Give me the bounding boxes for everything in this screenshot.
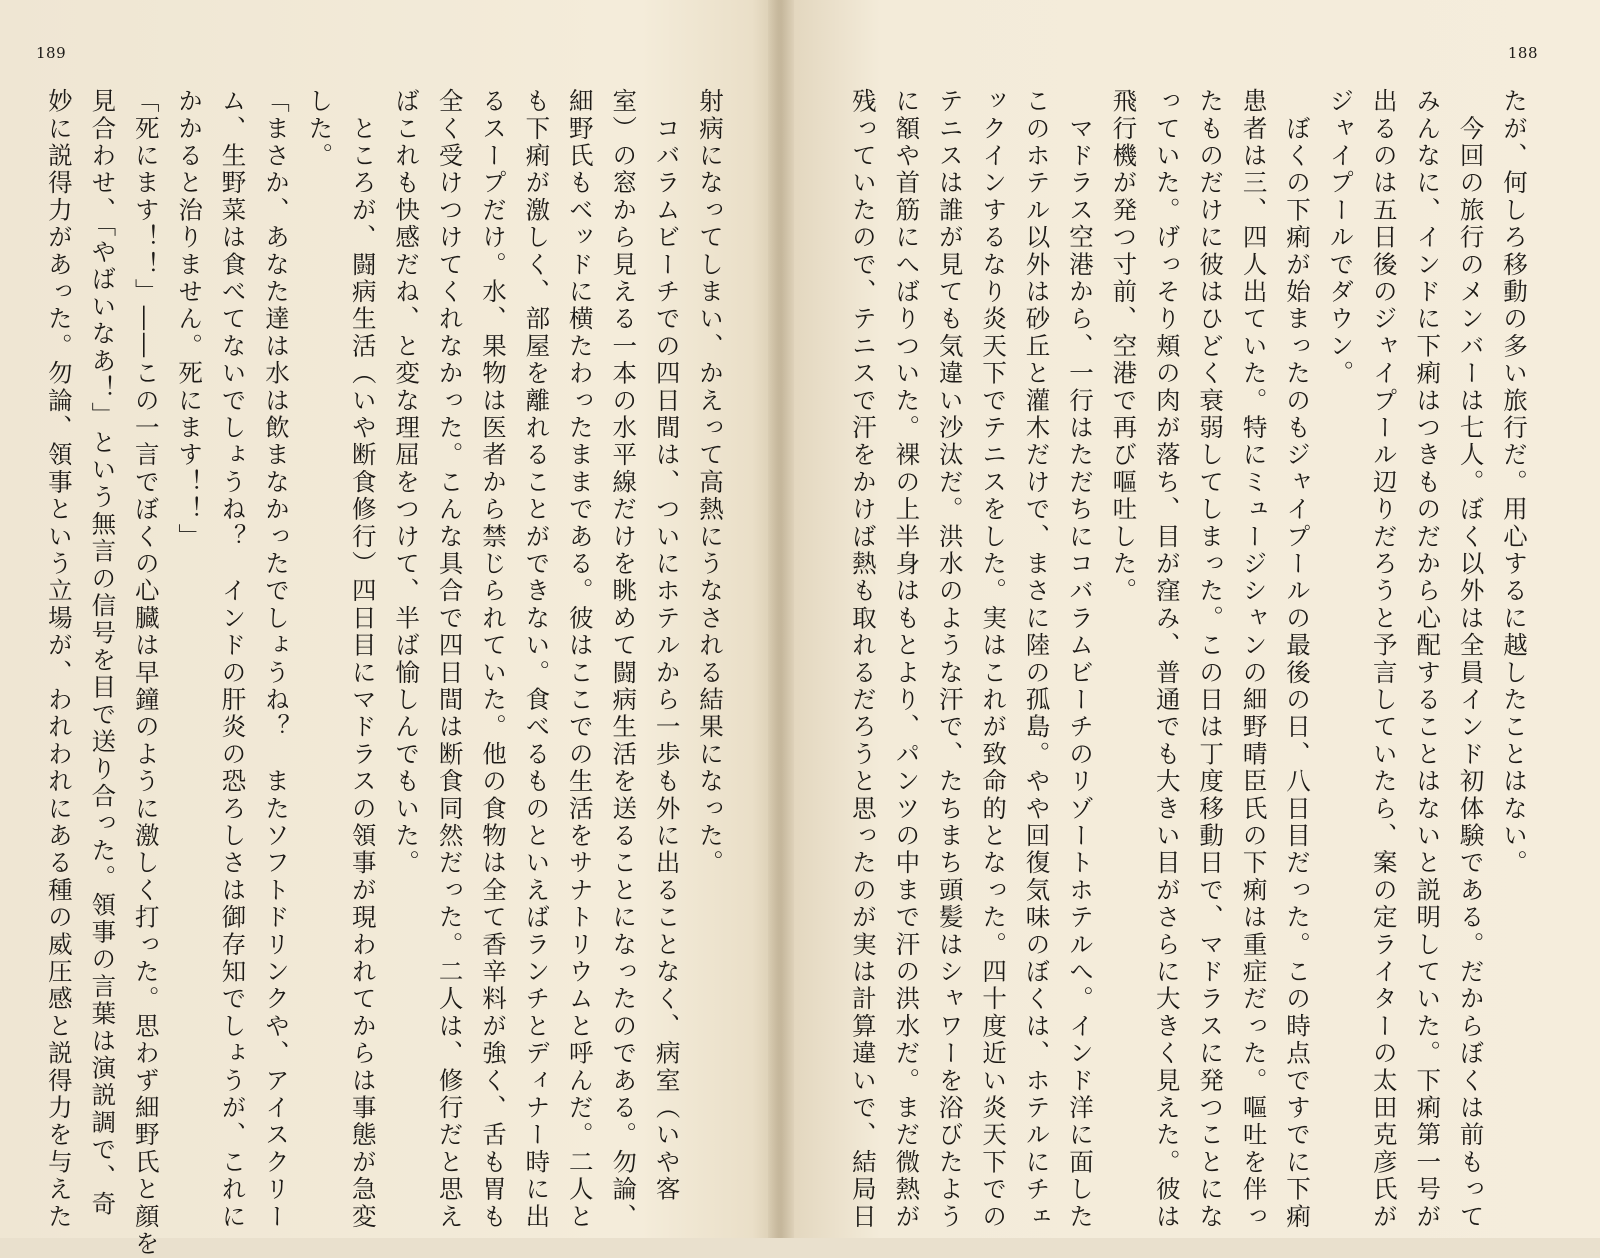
text-line: このホテル以外は砂丘と灌木だけで、まさに陸の孤島。やや回復気味のぼくは、ホテルにチェ <box>1022 88 1052 1231</box>
left-page-text <box>32 88 732 1258</box>
text-line: ぼくの下痢が始まったのもジャイプールの最後の日、八日目だった。この時点ですでに下痢 <box>1282 88 1312 1231</box>
text-line: かかると治りません。死にます！！」 <box>175 88 205 551</box>
text-line: 出るのは五日後のジャイプール辺りだろうと予言していたら、案の定ライターの太田克彦氏が <box>1369 88 1399 1231</box>
text-line: 妙に説得力があった。勿論、領事という立場が、われわれにある種の威圧感と説得力を与えた <box>44 88 74 1231</box>
text-line: コバラムビーチでの四日間は、ついにホテルから一歩も外に出ることなく、病室（いや客 <box>652 88 682 1204</box>
text-line: マドラス空港から、一行はただちにコバラムビーチのリゾートホテルへ。インド洋に面した <box>1065 88 1095 1231</box>
text-line: 射病になってしまい、かえって高熱にうなされる結果になった。 <box>696 88 725 877</box>
text-line: 「死にます！！」――この一言でぼくの心臓は早鐘のように激しく打った。思わず細野氏と顔を <box>131 88 161 1258</box>
text-line: 患者は三、四人出ていた。特にミュージシャンの細野晴臣氏の下痢は重症だった。嘔吐を伴っ <box>1239 88 1269 1231</box>
text-line: たが、何しろ移動の多い旅行だ。用心するに越したことはない。 <box>1500 88 1529 877</box>
text-line: に額や首筋にへばりついた。裸の上半身はもとより、パンツの中まで汗の洪水だ。まだ微熱が <box>892 88 922 1231</box>
text-line: 室）の窓から見える一本の水平線だけを眺めて闘病生活を送ることになったのである。勿論、 <box>609 88 639 1231</box>
text-line: 「まさか、あなた達は水は飲まなかったでしょうね？ またソフトドリンクや、アイスクリー <box>261 88 291 1231</box>
text-line: たものだけに彼はひどく衰弱してしまった。この日は丁度移動日で、マドラスに発つことにな <box>1196 88 1226 1231</box>
page-number-right: 188 <box>1507 44 1538 62</box>
text-line: 見合わせ、「やばいなあ！」という無言の信号を目で送り合った。領事の言葉は演説調で、奇 <box>88 88 118 1219</box>
right-page-text <box>848 88 1536 1231</box>
right-page <box>790 0 1600 1238</box>
text-line: るスープだけ。水、果物は医者から禁じられていた。他の食物は全て香辛料が強く、舌も胃も <box>478 88 508 1231</box>
text-line: 全く受けつけてくれなかった。こんな具合で四日間は断食同然だった。二人は、修行だと思え <box>435 88 465 1231</box>
text-line: みんなに、インドに下痢はつきものだから心配することはないと説明していた。下痢第一号が <box>1413 88 1443 1231</box>
text-line: テニスは誰が見ても気違い沙汰だ。洪水のような汗で、たちまち頭髪はシャワーを浴びたよう <box>935 88 965 1231</box>
text-line: っていた。げっそり頬の肉が落ち、目が窪み、普通でも大きい目がさらに大きく見えた。彼は <box>1152 88 1182 1231</box>
page-number-left: 189 <box>36 44 67 62</box>
text-line: 今回の旅行のメンバーは七人。ぼく以外は全員インド初体験である。だからぼくは前もって <box>1456 88 1486 1231</box>
text-line: ところが、闘病生活（いや断食修行）四日目にマドラスの領事が現われてからは事態が急変 <box>348 88 378 1231</box>
text-line: ックインするなり炎天下でテニスをした。実はこれが致命的となった。四十度近い炎天下での <box>979 88 1009 1231</box>
text-line: ばこれも快感だね、と変な理屈をつけて、半ば愉しんでもいた。 <box>392 88 422 877</box>
text-line: 細野氏もベッドに横たわったままである。彼はここでの生活をサナトリウムと呼んだ。二人と <box>565 88 595 1231</box>
text-line: ジャイプールでダウン。 <box>1326 88 1356 388</box>
text-line: ム、生野菜は食べてないでしょうね？ インドの肝炎の恐ろしさは御存知でしょうが、これに <box>218 88 248 1231</box>
text-line: 飛行機が発つ寸前、空港で再び嘔吐した。 <box>1109 88 1139 605</box>
text-line: 残っていたので、テニスで汗をかけば熱も取れるだろうと思ったのが実は計算違いで、結局日 <box>848 88 878 1231</box>
text-line: した。 <box>305 88 335 170</box>
text-line: も下痢が激しく、部屋を離れることができない。食べるものといえばランチとディナー時に出 <box>522 88 552 1231</box>
left-page <box>0 0 780 1258</box>
